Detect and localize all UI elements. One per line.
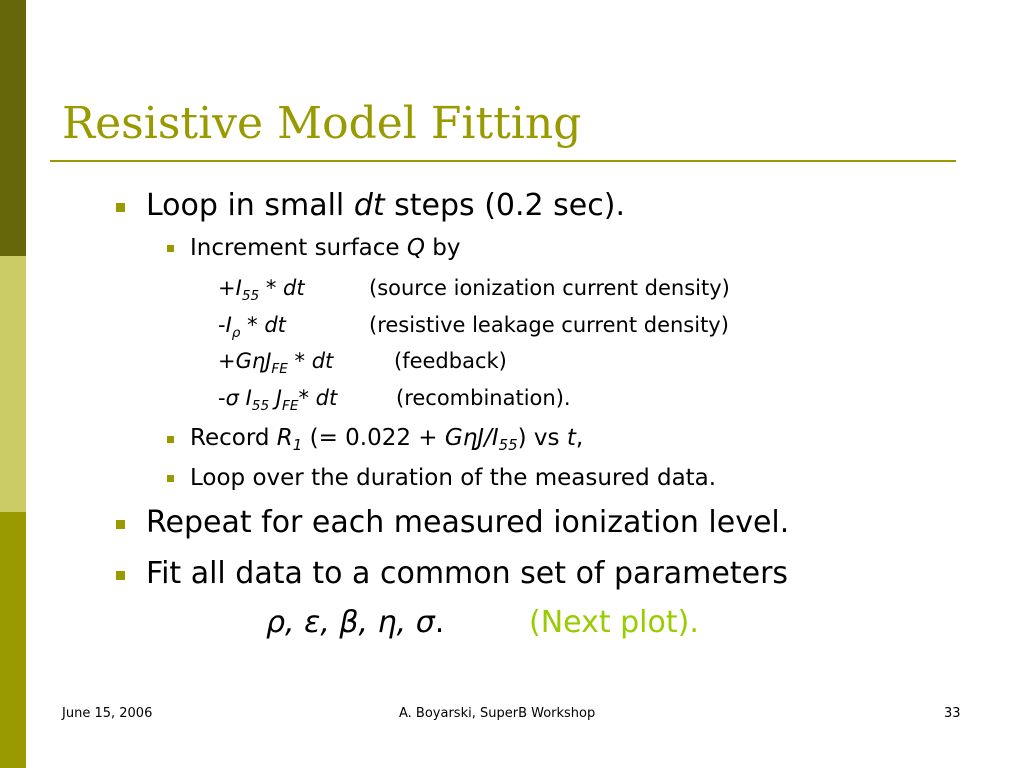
- footer-date: June 15, 2006: [62, 706, 153, 721]
- term-feedback-desc: (feedback): [394, 349, 507, 373]
- bullet-repeat: Repeat for each measured ionization level.: [146, 505, 790, 540]
- bullet-loop-over: Loop over the duration of the measured data.: [190, 465, 717, 491]
- side-bar-bottom: [0, 512, 26, 768]
- bullet-square-icon: [116, 203, 125, 212]
- parameters-line: ρ, ε, β, η, σ.: [266, 605, 445, 640]
- footer-author: A. Boyarski, SuperB Workshop: [399, 706, 596, 721]
- term-source: $+I_{55}$ * dt: [218, 276, 305, 304]
- side-bar-top: [0, 0, 26, 256]
- bullet-record: Record $R_1$ (= 0.022 + GηJ/$I_{55}$) vs t,: [190, 425, 584, 455]
- term-leakage: $-I_\rho$ * dt: [218, 313, 286, 341]
- term-source-desc: (source ionization current density): [369, 276, 730, 300]
- next-plot-note: (Next plot).: [529, 605, 699, 640]
- term-feedback: +GηJ$_{FE}$ * dt: [218, 349, 334, 377]
- bullet-square-icon: [116, 571, 125, 580]
- bullet-loop: Loop in small dt steps (0.2 sec).: [146, 188, 625, 223]
- bullet-square-icon: [167, 475, 174, 482]
- bullet-fit: Fit all data to a common set of parameters: [146, 556, 789, 591]
- term-recombination-desc: (recombination).: [396, 386, 571, 410]
- title-rule: [50, 160, 956, 162]
- bullet-increment: Increment surface Q by: [190, 235, 461, 261]
- bullet-square-icon: [167, 436, 174, 443]
- bullet-square-icon: [167, 245, 174, 252]
- term-recombination: -σ $I_{55}$ $J_{FE}*$ dt: [218, 386, 338, 414]
- bullet-square-icon: [116, 520, 125, 529]
- slide-title: Resistive Model Fitting: [62, 98, 582, 149]
- side-bar-middle: [0, 256, 26, 512]
- footer-page-number: 33: [944, 706, 961, 721]
- term-leakage-desc: (resistive leakage current density): [369, 313, 729, 337]
